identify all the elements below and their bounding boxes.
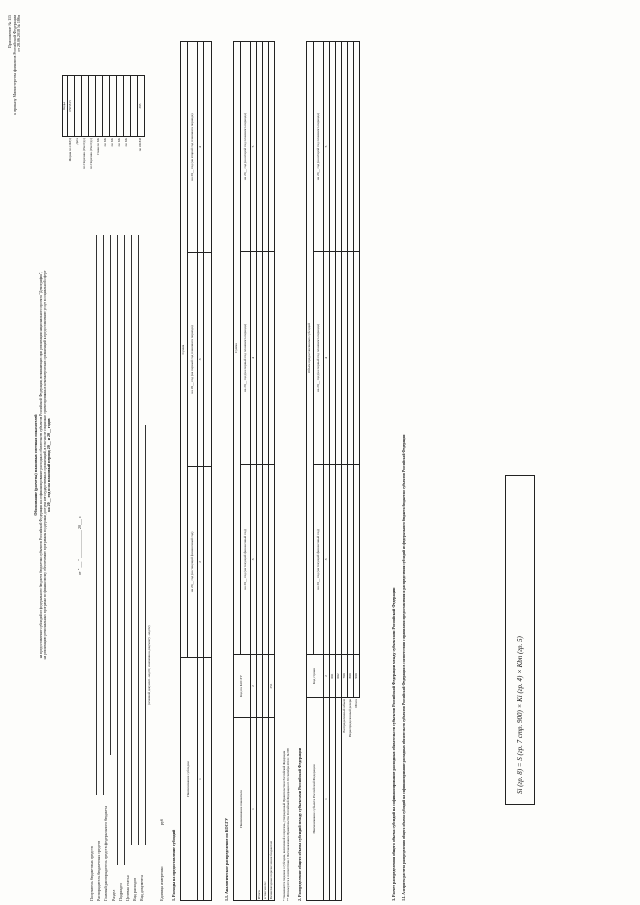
code-value (102, 76, 109, 137)
units-label: Единица измерения: (159, 866, 164, 901)
code-value (109, 76, 116, 137)
section1-table (180, 41, 212, 901)
section3-heading: 3. Расчет распределения общего объема субсидий на софинансирование расходных обязательств субъектов Российской Федерации между субъектами Российской Федерации (391, 587, 396, 901)
row-code: 251 (269, 655, 275, 718)
section2-heading: 2. Распределение общего объема субсидий между субъектами Российской Федерации (297, 747, 302, 901)
fill-line (138, 235, 139, 845)
col-number: 4 (198, 42, 204, 253)
code-label: по БК (116, 138, 121, 147)
row-label: в том числе: (263, 718, 269, 901)
code-label: по БК (123, 138, 128, 147)
row-label: Распределенный объем (342, 698, 348, 901)
col-number: 5 (324, 42, 330, 252)
code-value: 0505815 (67, 76, 74, 137)
info-label: Получатель бюджетных средств (89, 846, 94, 901)
table-cell (204, 658, 212, 901)
row-label: Безвозмездные перечисления бюджетам (269, 718, 275, 901)
table-cell (354, 464, 360, 654)
code-label: Дата (74, 138, 79, 145)
code-value (130, 76, 137, 137)
col-number: 3 (198, 253, 204, 467)
formula-text: Si (гр. 8) = S (гр. 7 стр. 900) × Ki (гр. 4) × Kbn (гр. 5) (515, 636, 524, 794)
codes-header: Коды (63, 76, 68, 137)
appendix-block (8, 15, 22, 255)
code-label: по БК (109, 138, 114, 147)
row-label: Итого (257, 718, 263, 901)
document-title (34, 85, 51, 845)
table-cell (204, 466, 212, 657)
col-number: 2 (324, 655, 330, 698)
year-header: на 20__ год (на первый год планового периода) (241, 252, 251, 465)
table-cell (354, 42, 360, 252)
table-cell (269, 252, 275, 465)
col-header: Сумма (234, 42, 241, 655)
section2-table (306, 41, 360, 901)
info-label: Вид расходов (132, 878, 138, 901)
code-label: по Перечню (Реестру) (81, 138, 86, 170)
code-value (95, 76, 102, 137)
col-number: 2 (251, 655, 257, 718)
col-number: 1 (324, 698, 330, 901)
col-number: 2 (198, 466, 204, 657)
info-label: Распорядитель бюджетных средств (96, 840, 102, 901)
appendix-line-2: к приказу Министерства финансов Российской Федерации (11, 15, 17, 115)
footnote: * Указываются сведения о субсидии, включенной в перечень, утвержденный Правительством Российской Федерации (282, 750, 286, 901)
table-cell (269, 464, 275, 654)
col-header: Код по КОСГУ (234, 655, 251, 718)
fill-line (110, 235, 111, 755)
code-label: Глава по БК (95, 138, 100, 155)
section11-table (233, 41, 275, 901)
title-line-2: на предоставление субсидий из федерального бюджета бюджетам субъектов Российской Федерации на софинансирование расходных обязательств субъектов Российской Федерации, возникающих при реализации национального проекта "Демография", (38, 271, 43, 659)
code-value (123, 76, 130, 137)
title-line-4: на 20__ год и на плановый период 20__ и 20__ годов (45, 418, 51, 512)
code-label (130, 137, 137, 216)
col-number: 1 (198, 658, 204, 901)
col-header: Наименование показателя (234, 718, 251, 901)
fill-line (145, 425, 146, 845)
year-header: на 20__ год (на текущий финансовый год) (314, 464, 324, 654)
appendix-line-3: от 28.06.2018 № 186н (16, 15, 22, 52)
col-number: 4 (251, 252, 257, 465)
col-number: 1 (251, 718, 257, 901)
code-label: Форма по ОКУД (67, 138, 72, 162)
section31-heading: 3.1. Алгоритм расчета распределения общего объема субсидий на софинансирование расходных обязательств субъектов Российской Федерации в соответствии с правилами предоставления и распределения субсидий из федерального бюджета бюджетам субъектов Российской Федерации (402, 434, 406, 901)
col-header: Сумма (181, 42, 188, 658)
fill-line (117, 235, 118, 865)
fill-line (96, 235, 97, 795)
col-number: 3 (324, 464, 330, 654)
code-value (81, 76, 88, 137)
row-label: Нераспределенный резерв (348, 698, 354, 901)
document-date: от " ___ " ______________ 20___ г. (77, 515, 82, 575)
year-header: на 20__ год (на текущий финансовый год) (188, 466, 198, 657)
table-cell (269, 42, 275, 252)
table-cell (204, 42, 212, 253)
formula-box (505, 475, 535, 805)
year-header: на 20__ год (на второй год планового периода) (188, 42, 198, 253)
fill-line (124, 235, 125, 865)
title-line-1: Обоснование (расчеты) плановых сметных показателей (33, 414, 38, 516)
fill-line (103, 235, 104, 795)
row-code: 700 (342, 655, 348, 698)
code-value (88, 76, 95, 137)
row-code: 001 (330, 655, 336, 698)
row-code: 002 (336, 655, 342, 698)
code-label: по ОКЕИ (137, 138, 142, 152)
fill-line (131, 235, 132, 845)
col-header: Наименование субъекта Российской Федерации (307, 698, 324, 901)
info-label: Раздел (110, 889, 116, 901)
code-value (116, 76, 123, 137)
section11-heading: 1.1. Аналитическое распределение по КОСГУ (224, 817, 229, 901)
info-label: Вид документа (139, 875, 145, 901)
doc-type-note: (основной документ - код 01; изменения к документу - код 02) (147, 625, 151, 705)
units-value: руб (159, 819, 164, 825)
year-header: на 20__ год (на первый год планового периода) (314, 252, 324, 465)
title-line-3: на реализацию региональных программ по финансовому обеспечению программы поддержки доступа негосударственных организаций, в том числе социально ориентированных некоммерческих организаций к предоставлению услуг в социальной сфере (42, 270, 47, 660)
year-header: на 20__ год (на первый год планового периода) (188, 253, 198, 467)
col-number: 3 (251, 464, 257, 654)
row-code: 800 (348, 655, 354, 698)
info-label: Целевая статья (124, 875, 130, 901)
code-value: 383 (137, 76, 144, 137)
info-label: Главный распорядитель средств федерального бюджета (103, 806, 109, 901)
section1-heading: 1. Расходы на предоставление субсидий (171, 829, 176, 901)
codes-table (62, 75, 145, 215)
appendix-line-1: Приложение № 115 (7, 15, 12, 49)
col-header: Код строки (307, 655, 324, 698)
info-label: Подраздел (117, 883, 123, 901)
col-number: 5 (251, 42, 257, 252)
row-label: Итого (354, 698, 360, 901)
col-header: Объем предоставляемых субсидий (307, 42, 314, 655)
table-cell (204, 253, 212, 467)
col-number: 4 (324, 252, 330, 465)
table-cell (354, 252, 360, 465)
year-header: на 20__ год (на текущий финансовый год) (241, 464, 251, 654)
footnote: ** Используется в соответствии с Постановлением Правительства Российской Федерации от 30 сентября 2014 г. № 999 (286, 748, 290, 901)
col-header: Наименование субсидии (181, 658, 198, 901)
row-code: 900 (354, 655, 360, 698)
code-value (74, 76, 81, 137)
year-header: на 20__ год (на второй год планового периода) (314, 42, 324, 252)
year-header: на 20__ год (на второй год планового периода) (241, 42, 251, 252)
code-label: по БК (102, 138, 107, 147)
code-label: по Перечню (Реестру) (88, 138, 93, 170)
